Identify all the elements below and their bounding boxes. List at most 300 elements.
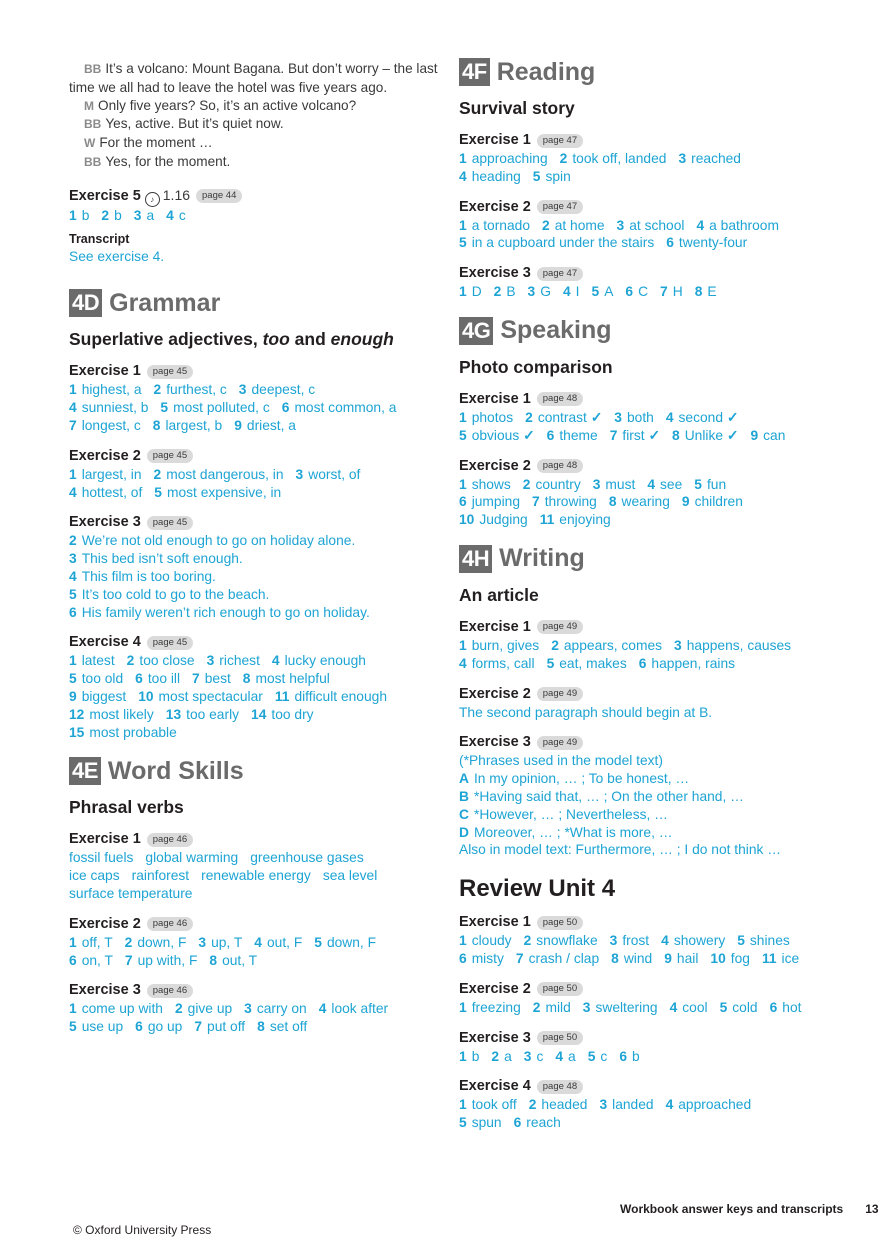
exercise-title: Exercise 2: [459, 980, 531, 997]
answer-item: [459, 1000, 521, 1015]
exercise-header: [69, 915, 439, 934]
answer-item: [239, 382, 315, 397]
answer-text: c: [536, 1048, 544, 1064]
answer-line: [69, 952, 439, 970]
item-number: 3: [238, 382, 247, 398]
answer-text: a: [568, 1048, 576, 1064]
item-number: 1: [459, 284, 467, 300]
exercise-title: Exercise 2: [69, 915, 141, 932]
page-ref: page 47: [537, 267, 583, 281]
answer-text: most common, a: [294, 400, 397, 416]
answer-text: throwing: [544, 494, 597, 510]
item-number: 5: [532, 168, 541, 184]
answer-text: both: [626, 409, 654, 425]
exercise-header: [459, 913, 829, 932]
item-number: 6: [769, 999, 778, 1015]
answer-item: [547, 428, 598, 443]
answer-text: down, F: [326, 934, 377, 950]
page-ref: page 46: [147, 917, 193, 931]
item-number: 4: [665, 1097, 674, 1113]
answer-item: [69, 935, 113, 950]
answer-item: [660, 284, 683, 299]
answer-lines: [459, 476, 829, 529]
unit-title: Grammar: [109, 288, 221, 317]
page-ref: page 46: [147, 833, 193, 847]
answer-item: [459, 807, 668, 822]
item-number: 3: [523, 1048, 532, 1064]
answer-item: [69, 868, 120, 883]
page-ref: page 49: [537, 736, 583, 750]
answer-text: most expensive, in: [166, 484, 282, 500]
answer-item: [682, 494, 743, 509]
answer-item: [166, 707, 239, 722]
answer-item: [459, 1115, 502, 1130]
answer-item: [69, 689, 126, 704]
item-number: 6: [459, 950, 467, 966]
answer-text: shows: [471, 476, 511, 492]
item-number: A: [459, 771, 469, 787]
exercise-title: Exercise 4: [69, 634, 141, 651]
exercise-title: Exercise 1: [69, 831, 141, 848]
item-number: 1: [459, 1048, 467, 1064]
answer-text: approaching: [471, 151, 548, 166]
answer-item: [69, 886, 192, 901]
dialogue-line: [69, 97, 439, 116]
answer-item: [563, 284, 580, 299]
answer-line: [459, 493, 829, 511]
exercise: [459, 913, 829, 968]
answer-text: His family weren’t rich enough to go on holiday.: [81, 604, 370, 620]
exercise-header: [69, 447, 439, 466]
speaker-label: M: [84, 98, 94, 113]
unit-title: Speaking: [500, 316, 612, 345]
answer-item: [194, 1019, 245, 1034]
answer-text: H: [672, 284, 683, 300]
answer-text: photos: [471, 409, 514, 425]
item-number: 2: [124, 934, 133, 950]
item-number: 2: [126, 653, 135, 669]
answer-item: [459, 410, 513, 425]
item-number: 3: [69, 551, 77, 567]
answer-line: [69, 586, 439, 604]
answer-text: spun: [471, 1115, 502, 1131]
audio-track: [145, 186, 190, 207]
item-number: 6: [135, 671, 143, 687]
answer-line: [69, 568, 439, 586]
item-number: 4: [459, 655, 467, 671]
page-ref: page 46: [147, 984, 193, 998]
answer-item: [69, 467, 142, 482]
dialogue-text: Yes, for the moment.: [105, 153, 231, 169]
answer-item: [533, 169, 571, 184]
answer-text: difficult enough: [294, 688, 388, 704]
answer-item: [459, 825, 673, 840]
answer-line: [459, 824, 829, 842]
answer-line: [69, 706, 439, 724]
answer-item: [69, 1019, 123, 1034]
item-number: 3: [592, 476, 601, 492]
answer-item: [125, 953, 198, 968]
answer-text: heading: [471, 168, 521, 184]
answer-item: [135, 671, 180, 686]
answer-item: [664, 951, 698, 966]
item-number: 8: [257, 1019, 265, 1035]
answer-item: [696, 218, 778, 233]
answer-item: [770, 1000, 802, 1015]
answer-text: a tornado: [471, 217, 530, 233]
item-number: 3: [206, 653, 215, 669]
exercise: [459, 980, 829, 1017]
exercise: [69, 915, 439, 970]
item-number: 9: [664, 950, 672, 966]
exercise-title: Exercise 3: [69, 514, 141, 531]
item-number: 4: [254, 934, 262, 950]
item-number: 5: [694, 476, 702, 492]
answer-item: [459, 705, 712, 720]
unit-badge: 4F: [459, 58, 490, 86]
check-mark-icon: ✓: [523, 427, 535, 443]
item-number: 8: [694, 284, 703, 300]
answer-text: The second paragraph should begin at B.: [459, 704, 713, 720]
item-number: 1: [69, 1001, 77, 1017]
answer-text: fun: [706, 476, 727, 492]
item-number: 3: [616, 217, 625, 233]
answer-item: [610, 428, 660, 443]
answer-text: sunniest, b: [81, 400, 149, 416]
answer-item: [69, 418, 141, 433]
dialogue-line: [69, 153, 439, 172]
answer-item: [135, 1019, 182, 1034]
exercise: [459, 618, 829, 673]
answer-line: [69, 207, 439, 225]
item-number: 2: [522, 476, 531, 492]
answer-item: [134, 208, 154, 223]
answer-item: [166, 208, 186, 223]
answer-text: hot: [782, 999, 802, 1015]
answer-item: [244, 1001, 307, 1016]
exercise: [459, 131, 829, 186]
answer-item: [69, 587, 269, 602]
item-number: 5: [546, 655, 555, 671]
answer-text: at school: [629, 217, 685, 233]
answer-item: [491, 1049, 511, 1064]
item-number: 1: [459, 476, 467, 492]
answer-line: [459, 217, 829, 235]
answer-text: most probable: [89, 724, 177, 740]
answer-text: highest, a: [81, 382, 142, 398]
exercise-header: [459, 264, 829, 283]
answer-item: [593, 477, 636, 492]
answer-item: [459, 951, 504, 966]
item-number: 7: [124, 952, 133, 968]
page-ref: page 48: [537, 392, 583, 406]
answer-item: [720, 1000, 758, 1015]
answer-text: took off, landed: [572, 151, 667, 166]
unit-title: Writing: [499, 544, 585, 573]
answer-item: [198, 935, 242, 950]
item-number: 6: [513, 1115, 522, 1131]
answer-item: [666, 1097, 752, 1112]
answer-text: This bed isn’t soft enough.: [81, 551, 243, 567]
answer-lines: [459, 999, 829, 1017]
subtitle-part: Photo comparison: [459, 356, 613, 377]
answer-line: [69, 604, 439, 622]
answer-text: A: [604, 284, 614, 300]
answer-text: theme: [559, 427, 598, 443]
answer-item: [459, 477, 511, 492]
answer-item: [610, 933, 650, 948]
section-subtitle: [69, 797, 439, 818]
item-number: 5: [160, 400, 169, 416]
answer-line: [459, 932, 829, 950]
answer-item: [666, 235, 747, 250]
exercise: [459, 390, 829, 445]
page-ref: page 48: [537, 1080, 583, 1094]
answer-lines: [69, 381, 439, 434]
answer-item: [459, 428, 535, 443]
item-number: 3: [582, 999, 591, 1015]
exercise: [459, 1077, 829, 1132]
answer-line: [69, 670, 439, 688]
answer-text: reached: [691, 151, 741, 166]
item-number: 2: [551, 637, 559, 653]
answer-item: [275, 689, 387, 704]
answer-text: put off: [207, 1019, 246, 1035]
answer-item: [523, 477, 581, 492]
answer-lines: [69, 652, 439, 741]
page-ref: page 49: [537, 620, 583, 634]
answer-line: [69, 652, 439, 670]
item-number: 2: [532, 999, 541, 1015]
exercise-title: Exercise 5: [69, 187, 141, 204]
transcript-text: See exercise 4.: [69, 248, 165, 264]
answer-item: [459, 933, 512, 948]
answer-item: [257, 1019, 307, 1034]
review-unit-title: Review Unit 4: [459, 875, 616, 903]
answer-item: [125, 935, 187, 950]
item-number: 6: [281, 400, 290, 416]
answer-lines: [69, 466, 439, 502]
section-subtitle: [459, 585, 829, 606]
answer-line: [69, 1000, 439, 1018]
answer-text: c: [178, 207, 186, 223]
item-number: 6: [619, 1048, 627, 1064]
answer-item: [175, 1001, 232, 1016]
item-number: 5: [459, 427, 467, 443]
answer-lines: [459, 752, 829, 859]
answer-lines: [69, 532, 439, 621]
dialogue-text: Only five years? So, it’s an active volcano?: [98, 97, 357, 113]
answer-item: [588, 1049, 608, 1064]
answer-text: showery: [673, 933, 726, 949]
exercise-header: [459, 618, 829, 637]
answer-text: surface temperature: [69, 885, 193, 901]
answer-item: [533, 1000, 571, 1015]
answer-text: longest, c: [81, 417, 141, 433]
answer-lines: [459, 1048, 829, 1066]
answer-text: rainforest: [131, 868, 190, 884]
answer-text: worst, of: [308, 466, 361, 482]
answer-text: a: [504, 1048, 512, 1064]
answer-item: [694, 477, 726, 492]
answer-text: burn, gives: [471, 637, 540, 653]
answer-text: see: [660, 476, 683, 492]
answer-item: [609, 494, 670, 509]
left-sections: [69, 287, 439, 1036]
answer-item: [678, 151, 741, 166]
item-number: 8: [608, 494, 617, 510]
dialogue-line: [69, 60, 439, 97]
answer-text: spin: [545, 168, 571, 184]
answer-text: too old: [81, 671, 124, 687]
answer-text: It’s too cold to go to the beach.: [81, 586, 270, 602]
item-number: 5: [719, 999, 728, 1015]
item-number: 4: [69, 484, 77, 500]
exercise-title: Exercise 3: [459, 265, 531, 282]
answer-text: cloudy: [471, 933, 512, 949]
exercise-header: [69, 633, 439, 652]
section-subtitle: [459, 357, 829, 378]
answer-text: give up: [187, 1001, 233, 1017]
item-number: 6: [666, 235, 674, 251]
item-number: 2: [101, 207, 110, 223]
subtitle-part: enough: [330, 329, 394, 350]
section-subtitle: [69, 329, 439, 350]
answer-text: hail: [676, 950, 699, 966]
item-number: 11: [761, 950, 777, 966]
answer-text: fog: [730, 950, 750, 966]
item-number: 7: [660, 284, 668, 300]
page-ref: page 49: [537, 687, 583, 701]
item-number: 7: [532, 494, 540, 510]
answer-item: [459, 656, 535, 671]
answer-item: [319, 1001, 388, 1016]
item-number: 10: [710, 950, 726, 966]
answer-text: largest, in: [81, 466, 142, 482]
unit-heading: [459, 56, 829, 88]
item-number: 4: [69, 568, 77, 584]
answer-item: [459, 638, 539, 653]
answer-item: [138, 689, 263, 704]
answer-line: [69, 532, 439, 550]
item-number: 8: [209, 952, 218, 968]
exercise-header: [459, 980, 829, 999]
exercise: [459, 264, 829, 301]
answer-text: crash / clap: [528, 950, 600, 966]
answer-text: Moreover, … ; *What is more, …: [473, 824, 673, 840]
answer-line: [459, 788, 829, 806]
item-number: 6: [69, 604, 77, 620]
answer-lines: [69, 934, 439, 970]
item-number: 5: [459, 235, 467, 251]
exercise-header: [459, 733, 829, 752]
subtitle-part: Superlative adjectives,: [69, 329, 263, 350]
answer-item: [666, 410, 739, 425]
exercise-title: Exercise 4: [459, 1078, 531, 1095]
exercise-5: [69, 186, 439, 266]
unit-title: Reading: [496, 57, 596, 86]
answer-text: must: [605, 476, 636, 492]
item-number: 1: [69, 466, 77, 482]
item-number: 11: [274, 688, 290, 704]
subtitle-part: Survival story: [459, 98, 575, 118]
answer-text: best: [204, 671, 231, 687]
answer-text: E: [707, 284, 717, 300]
answer-line: [459, 704, 829, 722]
page-ref: page 50: [537, 1031, 583, 1045]
answer-line: [69, 484, 439, 502]
item-number: D: [459, 824, 469, 840]
answer-text: approached: [678, 1097, 752, 1113]
exercise-title: Exercise 1: [459, 390, 531, 407]
exercise: [69, 362, 439, 434]
answer-line: [459, 655, 829, 673]
item-number: 4: [271, 653, 280, 669]
exercise-header: [459, 390, 829, 409]
answer-item: [459, 842, 781, 857]
answer-text: most spectacular: [158, 688, 263, 704]
answer-text: We’re not old enough to go on holiday alone.: [81, 533, 356, 549]
answer-text: at home: [554, 217, 605, 233]
answer-item: [250, 850, 364, 865]
item-number: 1: [69, 382, 77, 398]
item-number: 1: [69, 207, 77, 223]
answer-text: a bathroom: [709, 217, 779, 233]
answer-text: b: [471, 1048, 480, 1064]
item-number: 2: [525, 409, 533, 425]
item-number: 1: [459, 999, 467, 1015]
item-number: 8: [611, 950, 619, 966]
answer-text: set off: [269, 1019, 308, 1035]
answer-item: [272, 653, 366, 668]
answer-item: [69, 850, 133, 865]
item-number: 7: [609, 427, 618, 443]
dialogue-text: Yes, active. But it’s quiet now.: [105, 116, 284, 132]
answer-text: ice caps: [69, 868, 120, 884]
exercise-header: [459, 685, 829, 704]
right-sections: [459, 56, 829, 859]
answer-line: [69, 417, 439, 435]
answer-text: hottest, of: [81, 484, 143, 500]
answer-text: carry on: [256, 1001, 307, 1017]
answer-item: [314, 935, 376, 950]
item-number: 8: [242, 671, 251, 687]
item-number: B: [459, 788, 469, 804]
answer-item: [69, 551, 243, 566]
answer-text: furthest, c: [166, 382, 227, 398]
answer-text: b: [81, 207, 90, 223]
item-number: 14: [251, 706, 267, 722]
item-number: 5: [591, 284, 600, 300]
answer-item: [524, 1049, 544, 1064]
answer-line: [459, 999, 829, 1017]
answer-text: most polluted, c: [173, 400, 270, 416]
answer-text: Also in model text: Furthermore, … ; I do not think …: [459, 842, 782, 858]
answer-item: [540, 512, 611, 527]
answer-item: [647, 477, 682, 492]
answer-item: [209, 953, 257, 968]
answer-item: [611, 951, 652, 966]
answer-line: [69, 724, 439, 742]
answer-text: off, T: [81, 934, 113, 950]
exercise: [459, 457, 829, 529]
answer-line: [69, 550, 439, 568]
answer-line: [459, 752, 829, 770]
answer-line: [459, 637, 829, 655]
item-number: 3: [599, 1097, 608, 1113]
exercise: [459, 198, 829, 253]
item-number: 3: [609, 933, 618, 949]
